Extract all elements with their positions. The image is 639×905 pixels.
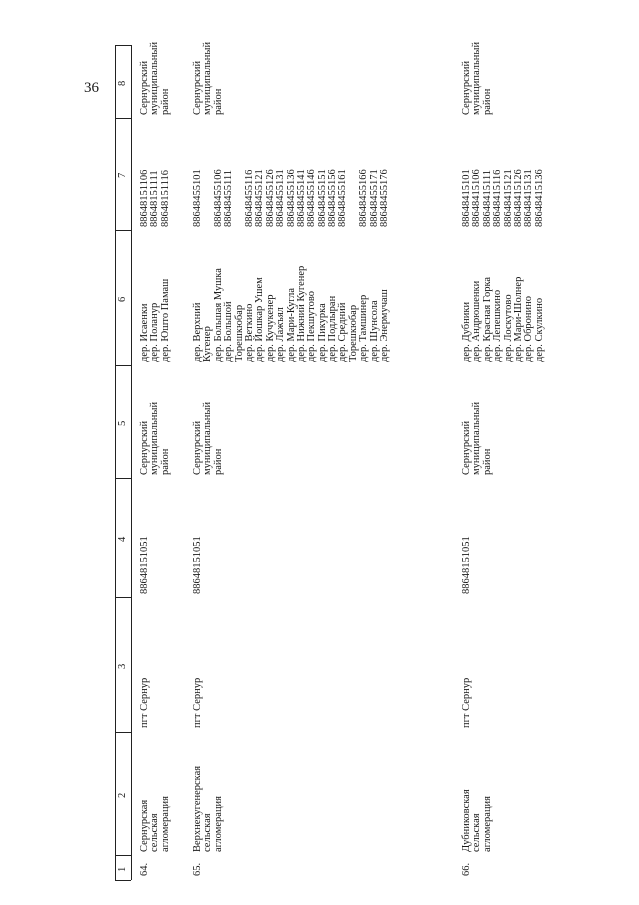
settlement-list-line: дер. Дубники	[461, 301, 472, 362]
district-name-line: Сернурский	[461, 420, 472, 475]
settlement-codes-line: 88648455176	[379, 169, 391, 227]
column-number: 7	[117, 172, 128, 178]
settlement-codes-line: 88648151106	[139, 169, 150, 227]
agglomeration-name-line: агломерация	[481, 795, 493, 852]
settlement-codes-line: 88648415101	[461, 169, 472, 227]
settlement-list-line: дер. Красная Горка	[481, 276, 493, 362]
district-name-line: район	[481, 448, 493, 475]
agglomeration-name	[193, 766, 224, 852]
settlement-codes-line: 88648455141	[295, 169, 307, 227]
header-separator	[131, 45, 132, 880]
settlement-codes-line: 88648415106	[471, 169, 483, 227]
settlement-list-line: дер. Веткино	[243, 303, 255, 362]
row-number: 65.	[192, 862, 203, 876]
settlement-list-line: дер. Йошкар Ушем	[254, 277, 266, 362]
district-name-2-line: муниципальный	[149, 41, 161, 115]
settlement-list-line: дер. Мари-Шолнер	[512, 276, 524, 362]
column-number: 8	[117, 80, 128, 86]
header-divider	[115, 855, 131, 856]
settlement-codes-line: 88648415126	[512, 169, 524, 227]
settlement-list-line: дер. Исаенки	[139, 303, 150, 362]
settlement-codes-line: 88648455146	[306, 169, 318, 227]
settlement-list-line: дер. Подлыран	[327, 295, 339, 362]
settlement-list-line: дер. Пекшутово	[306, 290, 318, 362]
agglomeration-name-line: Дубниковская	[461, 789, 472, 852]
settlement-codes-line: 88648455161	[337, 169, 349, 227]
settlement-codes-line: 88648455116	[243, 169, 255, 227]
settlement-codes-line: 88648455131	[275, 169, 287, 227]
settlement-list-line: дер. Поланур	[149, 302, 161, 362]
settlement-list-line: Торешкюбар	[233, 304, 245, 362]
district-name-2-line: муниципальный	[202, 41, 214, 115]
column-number: 3	[117, 663, 128, 669]
settlement-list-line: дер. Большой	[223, 301, 235, 362]
header-divider	[115, 478, 131, 479]
district-name	[462, 402, 493, 475]
settlement-list-line: дер. Большая Мушка	[212, 268, 224, 362]
settlement-codes-line: 88648455156	[327, 169, 339, 227]
column-number: 1	[117, 866, 128, 872]
row-number: 66.	[461, 862, 472, 876]
district-name-2	[462, 42, 493, 115]
settlement-codes-line: 88648415121	[502, 169, 514, 227]
settlement-codes-line: 88648455171	[368, 169, 380, 227]
settlement-list-line: Торешкюбар	[347, 304, 359, 362]
district-name-2-line: муниципальный	[471, 41, 483, 115]
settlement-list	[140, 279, 171, 362]
district-name-2-line: Сернурский	[461, 60, 472, 115]
district-name-2-line: район	[481, 88, 493, 115]
settlement-list-line: дер. Андрюшенки	[471, 280, 483, 362]
settlement-list-line: дер. Средний	[337, 302, 349, 362]
district-name-line: муниципальный	[149, 401, 161, 475]
settlement-codes-line: 88648455166	[358, 169, 370, 227]
oktmo-code: 88648151051	[461, 536, 472, 594]
settlement-codes-line: 88648455136	[285, 169, 297, 227]
settlement-codes-line: 88648455151	[316, 169, 328, 227]
district-name-line: муниципальный	[202, 401, 214, 475]
agglomeration-name	[140, 796, 171, 852]
header-divider	[115, 732, 131, 733]
settlement-list-line: дер. Лоскутово	[502, 294, 514, 362]
settlement-list-line: дер. Обронино	[523, 295, 535, 362]
settlement-codes	[462, 169, 545, 227]
settlement-codes	[140, 170, 171, 227]
column-number: 5	[117, 420, 128, 426]
district-name-line: Сернурский	[192, 420, 203, 475]
settlement-codes-line: 88648455106	[212, 169, 224, 227]
settlement-codes-line: 88648455121	[254, 169, 266, 227]
header-divider	[115, 597, 131, 598]
settlement-list-line: дер. Тамшинер	[358, 294, 370, 362]
table-border-bottom	[115, 880, 131, 881]
district-name-2-line: район	[159, 88, 171, 115]
district-name-2	[140, 42, 171, 115]
settlement-list-line: дер. Кучукенер	[264, 294, 276, 362]
center-name: пгт Сернур	[139, 677, 150, 728]
settlement-codes-line: 88648415136	[533, 169, 545, 227]
center-name: пгт Сернур	[192, 677, 203, 728]
settlement-list-line: Кугенер	[202, 326, 214, 362]
settlement-codes-line: 88648415131	[523, 169, 535, 227]
district-name-line: муниципальный	[471, 401, 483, 475]
agglomeration-name	[462, 789, 493, 852]
settlement-codes-line: 88648455101	[192, 169, 203, 227]
settlement-list-line: дер. Энермучаш	[379, 289, 391, 362]
settlement-codes-line: 88648455126	[264, 169, 276, 227]
column-number: 4	[117, 536, 128, 542]
agglomeration-name-line: агломерация	[212, 795, 224, 852]
district-name-2-line: Сернурский	[192, 60, 203, 115]
header-divider	[115, 365, 131, 366]
oktmo-code: 88648151051	[139, 536, 150, 594]
oktmo-code: 88648151051	[192, 536, 203, 594]
settlement-codes-line: 88648415111	[481, 170, 493, 227]
settlement-list-line: дер. Шунсола	[368, 300, 380, 362]
table-border-left	[115, 45, 116, 880]
agglomeration-name-line: сельская	[149, 813, 161, 852]
page-number: 36	[84, 80, 99, 96]
settlement-codes-line: 88648455111	[223, 170, 235, 227]
agglomeration-name-line: сельская	[202, 813, 214, 852]
district-name	[193, 402, 224, 475]
agglomeration-name-line: сельская	[471, 813, 483, 852]
settlement-list	[462, 277, 545, 362]
settlement-list-line: дер. Лажъял	[275, 307, 287, 362]
settlement-list-line: дер. Скулкино	[533, 297, 545, 362]
settlement-codes	[193, 169, 390, 227]
district-name	[140, 402, 171, 475]
center-name: пгт Сернур	[461, 677, 472, 728]
column-number: 2	[117, 792, 128, 798]
district-name-2	[193, 42, 224, 115]
settlement-list-line: дер. Пикурка	[316, 303, 328, 362]
settlement-codes-line: 88648151116	[159, 170, 171, 227]
agglomeration-name-line: агломерация	[159, 795, 171, 852]
district-name-2-line: район	[212, 88, 224, 115]
district-name-line: район	[159, 448, 171, 475]
agglomeration-name-line: Верхнекугенерская	[192, 765, 203, 852]
district-name-2-line: Сернурский	[139, 60, 150, 115]
column-number: 6	[117, 296, 128, 302]
district-name-line: Сернурский	[139, 420, 150, 475]
settlement-list-line: дер. Лепешкино	[492, 289, 504, 362]
header-divider	[115, 118, 131, 119]
table-border-top	[115, 45, 131, 46]
settlement-codes-line: 88648415116	[492, 169, 504, 227]
settlement-list-line: дер. Верхний	[192, 302, 203, 362]
settlement-list-line: дер. Юшто Памаш	[159, 278, 171, 362]
row-number: 64.	[139, 862, 150, 876]
settlement-list-line: дер. Нижний Кугенер	[295, 265, 307, 362]
settlement-list-line: дер. Мари-Кугла	[285, 287, 297, 362]
header-divider	[115, 230, 131, 231]
settlement-list	[193, 266, 390, 362]
district-name-line: район	[212, 448, 224, 475]
agglomeration-name-line: Сернурская	[139, 799, 150, 852]
settlement-codes-line: 88648151111	[149, 170, 161, 227]
